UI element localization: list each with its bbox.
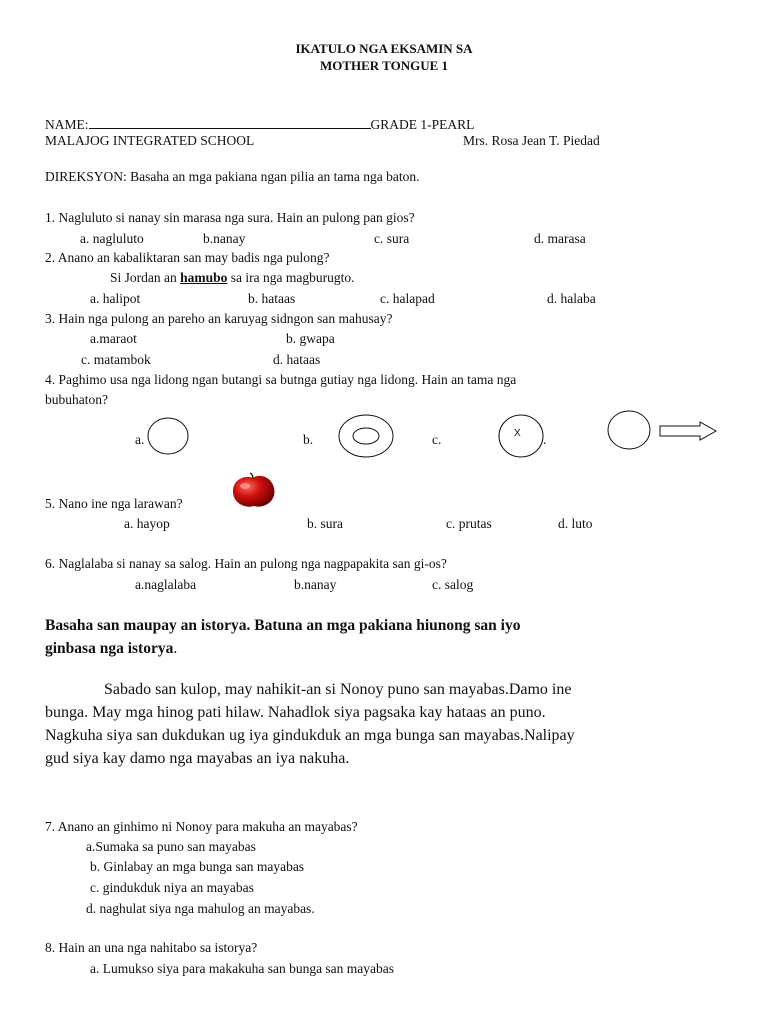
q2-choice-d: d. halaba bbox=[547, 291, 596, 306]
story-instructions-line1: Basaha san maupay an istorya. Batuna an mga pakiana hiunong san iyo bbox=[45, 617, 521, 634]
q6-choice-c: c. salog bbox=[432, 577, 474, 592]
q2-choice-b: b. hataas bbox=[248, 291, 296, 306]
q4-option-a-circle-icon bbox=[148, 417, 190, 457]
name-label: NAME: bbox=[45, 117, 89, 132]
q3-choice-c: c. matambok bbox=[81, 352, 151, 367]
q4-choice-b-label: b. bbox=[303, 432, 314, 447]
q4-option-b-concentric-circles-icon bbox=[338, 414, 394, 460]
question-8: 8. Hain an una nga nahitabo sa istorya? bbox=[45, 940, 258, 955]
q3-choice-b: b. gwapa bbox=[286, 331, 335, 346]
q1-choice-c: c. sura bbox=[374, 231, 410, 246]
q2-sentence bbox=[110, 270, 355, 286]
q5-choice-c: c. prutas bbox=[446, 516, 492, 531]
teacher-name: Mrs. Rosa Jean T. Piedad bbox=[463, 133, 600, 148]
q5-choice-a: a. hayop bbox=[124, 516, 170, 531]
story-line-4: gud siya kay damo nga mayabas an iya nakuha. bbox=[45, 750, 350, 767]
q7-choice-c: c. gindukduk niya an mayabas bbox=[90, 880, 254, 895]
q4-period: . bbox=[543, 432, 547, 447]
question-1: 1. Nagluluto si nanay sin marasa nga sura. Hain an pulong pan gios? bbox=[45, 210, 415, 225]
q2-choice-c: c. halapad bbox=[380, 291, 435, 306]
apple-icon bbox=[231, 472, 277, 510]
question-6: 6. Naglalaba si nanay sa salog. Hain an pulong nga nagpapakita san gi-os? bbox=[45, 556, 447, 571]
directions: DIREKSYON: Basaha an mga pakiana ngan pilia an tama nga baton. bbox=[45, 169, 420, 184]
q5-choice-b: b. sura bbox=[307, 516, 343, 531]
q1-choice-a: a. nagluluto bbox=[80, 231, 144, 246]
q8-choice-a: a. Lumukso siya para makakuha san bunga san mayabas bbox=[90, 961, 395, 976]
q4-option-c-circle-icon bbox=[498, 413, 546, 459]
q3-choice-a: a.maraot bbox=[90, 331, 137, 346]
question-2: 2. Anano an kabaliktaran san may badis nga pulong? bbox=[45, 250, 330, 265]
q2-sentence-end: sa ira nga magburugto. bbox=[227, 270, 355, 285]
story-instructions-bold: ginbasa nga istorya bbox=[45, 640, 174, 657]
q7-choice-a: a.Sumaka sa puno san mayabas bbox=[86, 839, 256, 854]
q1-choice-b: b.nanay bbox=[203, 231, 246, 246]
story-instructions-period: . bbox=[173, 640, 178, 657]
name-blank[interactable] bbox=[89, 116, 371, 129]
story-line-3: Nagkuha siya san dukdukan ug iya gindukduk an mga bunga san mayabas.Nalipay bbox=[45, 727, 575, 744]
question-7: 7. Anano an ginhimo ni Nonoy para makuha an mayabas? bbox=[45, 819, 358, 834]
story-line-2: bunga. May mga hinog pati hilaw. Nahadlok siya pagsaka kay hataas an puno. bbox=[45, 704, 546, 721]
school-name: MALAJOG INTEGRATED SCHOOL bbox=[45, 133, 255, 148]
question-3: 3. Hain nga pulong an pareho an karuyag sidngon san mahusay? bbox=[45, 311, 393, 326]
q1-choice-d: d. marasa bbox=[534, 231, 586, 246]
question-4-line1: 4. Paghimo usa nga lidong ngan butangi sa butnga gutiay nga lidong. Hain an tama nga bbox=[45, 372, 517, 387]
q7-choice-b: b. Ginlabay an mga bunga san mayabas bbox=[90, 859, 305, 874]
exam-title-line1: IKATULO NGA EKSAMIN SA bbox=[295, 41, 473, 56]
exam-title-line2: MOTHER TONGUE 1 bbox=[319, 58, 449, 73]
story-instructions-line2 bbox=[45, 638, 177, 660]
q6-choice-b: b.nanay bbox=[294, 577, 337, 592]
story-line-1: Sabado san kulop, may nahikit-an si Nonoy puno san mayabas.Damo ine bbox=[104, 681, 572, 698]
q7-choice-d: d. naghulat siya nga mahulog an mayabas. bbox=[86, 901, 315, 916]
q4-x-mark: X bbox=[514, 428, 521, 439]
question-4-line2: bubuhaton? bbox=[45, 392, 108, 407]
q4-choice-a-label: a. bbox=[135, 432, 145, 447]
question-5: 5. Nano ine nga larawan? bbox=[45, 496, 183, 511]
name-row bbox=[45, 116, 474, 133]
q2-underlined-word: hamubo bbox=[180, 270, 228, 285]
q2-sentence-start: Si Jordan an bbox=[110, 270, 181, 285]
q6-choice-a: a.naglalaba bbox=[135, 577, 197, 592]
q5-choice-d: d. luto bbox=[558, 516, 593, 531]
q3-choice-d: d. hataas bbox=[273, 352, 321, 367]
q2-choice-a: a. halipot bbox=[90, 291, 141, 306]
grade-label: GRADE 1-PEARL bbox=[370, 117, 475, 132]
q4-choice-c-label: c. bbox=[432, 432, 442, 447]
q4-circle-with-arrow-icon bbox=[608, 410, 718, 452]
